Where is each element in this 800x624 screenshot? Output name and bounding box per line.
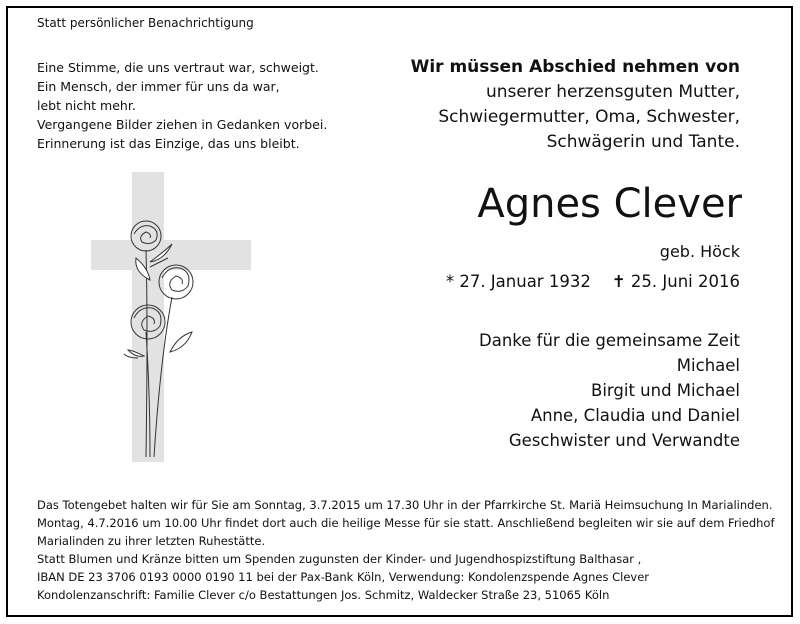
- cross-icon: ✝: [611, 272, 626, 291]
- footer-line: Marialinden zu ihrer letzten Ruhestätte.: [37, 534, 266, 548]
- footer-line: Das Totengebet halten wir für Sie am Sonntag, 3.7.2015 um 17.30 Uhr in der Pfarrkirche St. Mariä Heimsuchung In Marialinden.: [37, 498, 773, 512]
- footer-line: IBAN DE 23 3706 0193 0000 0190 11 bei der Pax-Bank Köln, Verwendung: Kondolenzspende Agnes Clever: [37, 570, 650, 584]
- announcement-heading: Wir müssen Abschied nehmen von: [410, 57, 740, 77]
- header-note: Statt persönlicher Benachrichtigung: [37, 16, 254, 30]
- footer-line: Kondolenzanschrift: Familie Clever c/o Bestattungen Jos. Schmitz, Waldecker Straße 23, 51065 Köln: [37, 588, 610, 602]
- mourner-name: Birgit und Michael: [591, 381, 740, 400]
- rose-middle: [159, 265, 193, 299]
- poem-line: Vergangene Bilder ziehen in Gedanken vorbei.: [37, 117, 328, 132]
- announcement-line: Schwiegermutter, Oma, Schwester,: [438, 107, 740, 127]
- footer-line: Montag, 4.7.2016 um 10.00 Uhr findet dort auch die heilige Messe für sie statt. Anschließend begleiten wir sie auf dem Friedhof: [37, 516, 775, 530]
- mourner-name: Anne, Claudia und Daniel: [530, 406, 740, 425]
- death-date: 25. Juni 2016: [630, 272, 740, 291]
- poem-line: lebt nicht mehr.: [37, 98, 136, 113]
- birth-date: * 27. Januar 1932: [445, 272, 591, 291]
- thanks-block: [479, 328, 740, 453]
- maiden-name: geb. Höck: [659, 242, 740, 261]
- announcement: [411, 55, 740, 155]
- mourner-name: Geschwister und Verwandte: [508, 431, 740, 450]
- poem: [37, 58, 327, 153]
- life-dates: [446, 272, 740, 291]
- service-details: [37, 496, 775, 604]
- announcement-line: unserer herzensguten Mutter,: [485, 82, 740, 102]
- cross-with-roses-illustration: [88, 172, 258, 462]
- poem-line: Ein Mensch, der immer für uns da war,: [37, 79, 280, 94]
- footer-line: Statt Blumen und Kränze bitten um Spenden zugunsten der Kinder- und Jugendhospizstiftung Balthasar ,: [37, 552, 642, 566]
- mourner-name: Michael: [676, 356, 740, 375]
- thanks-heading: Danke für die gemeinsame Zeit: [479, 331, 740, 350]
- announcement-line: Schwägerin und Tante.: [546, 132, 740, 152]
- cross-vertical-beam: [132, 172, 164, 462]
- deceased-name: Agnes Clever: [477, 181, 742, 227]
- poem-line: Erinnerung ist das Einzige, das uns bleibt.: [37, 136, 300, 151]
- poem-line: Eine Stimme, die uns vertraut war, schweigt.: [37, 60, 319, 75]
